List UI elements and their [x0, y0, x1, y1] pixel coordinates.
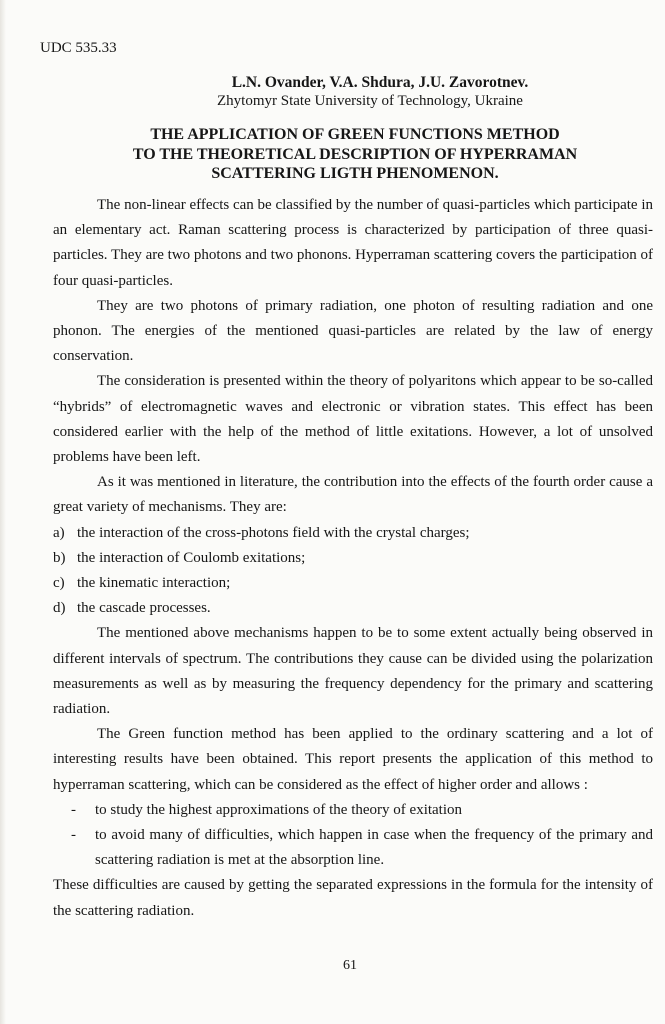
bullet-marker: - — [71, 827, 76, 844]
paragraph: The mentioned above mechanisms happen to be to some extent actually being observed in different intervals of spectrum. The contributions they cause can be divided using the polarization measurements as well as by measuring the frequency dependency for the primary and scattering radiation. — [53, 625, 653, 718]
paragraph: They are two photons of primary radiation, one photon of resulting radiation and one phonon. The energies of the mentioned quasi-particles are related by the law of energy conservation. — [53, 297, 653, 365]
list-item — [53, 546, 653, 571]
list-text: the interaction of Coulomb exitations; — [77, 549, 306, 566]
udc-code: UDC 535.33 — [40, 40, 117, 56]
bullet-text: to study the highest approximations of the theory of exitation — [95, 801, 463, 818]
paragraph: As it was mentioned in literature, the contribution into the effects of the fourth order cause a great variety of mechanisms. They are: — [53, 474, 653, 516]
closing-paragraph: These difficulties are caused by getting the separated expressions in the formula for the intensity of the scattering radiation. — [53, 877, 653, 919]
page-number: 61 — [343, 958, 357, 973]
title-line-3: SCATTERING LIGTH PHENOMENON. — [211, 165, 499, 182]
list-item — [53, 521, 653, 546]
paper-title — [0, 125, 665, 184]
list-text: the interaction of the cross-photons field with the crystal charges; — [77, 524, 470, 541]
list-marker: c) — [53, 575, 65, 592]
paragraph: The non-linear effects can be classified by the number of quasi-particles which participate in an elementary act. Raman scattering process is characterized by participation of three quasi-particles. They are two photons and two phonons. Hyperraman scattering covers the participation of four quasi-particles. — [53, 197, 653, 289]
paragraph: The Green function method has been applied to the ordinary scattering and a lot of interesting results have been obtained. This report presents the application of this method to hyperraman scattering, which can be considered as the effect of higher order and allows : — [53, 726, 653, 793]
title-line-2: TO THE THEORETICAL DESCRIPTION OF HYPERRAMAN — [132, 145, 578, 163]
bullet-item — [53, 823, 653, 873]
body-text — [53, 193, 653, 924]
list-item — [53, 571, 653, 596]
bullet-marker: - — [71, 801, 76, 818]
list-item — [53, 596, 653, 621]
affiliation: Zhytomyr State University of Technology, Ukraine — [217, 93, 523, 109]
bullet-text: to avoid many of difficulties, which happen in case when the frequency of the primary and scattering radiation is met at the absorption line. — [95, 827, 653, 869]
list-text: the cascade processes. — [77, 600, 211, 617]
list-marker: a) — [53, 524, 65, 541]
list-marker: b) — [53, 549, 66, 566]
list-marker: d) — [53, 600, 66, 617]
authors: L.N. Ovander, V.A. Shdura, J.U. Zavorotnev. — [231, 74, 529, 91]
title-line-1: THE APPLICATION OF GREEN FUNCTIONS METHOD — [150, 126, 560, 143]
list-text: the kinematic interaction; — [77, 575, 231, 592]
paragraph: The consideration is presented within the theory of polyaritons which appear to be so-called “hybrids” of electromagnetic waves and electronic or vibration states. This effect has been considered earlier with the help of the method of little exitations. However, a lot of unsolved problems have been left. — [53, 373, 653, 466]
bullet-item — [53, 798, 653, 823]
